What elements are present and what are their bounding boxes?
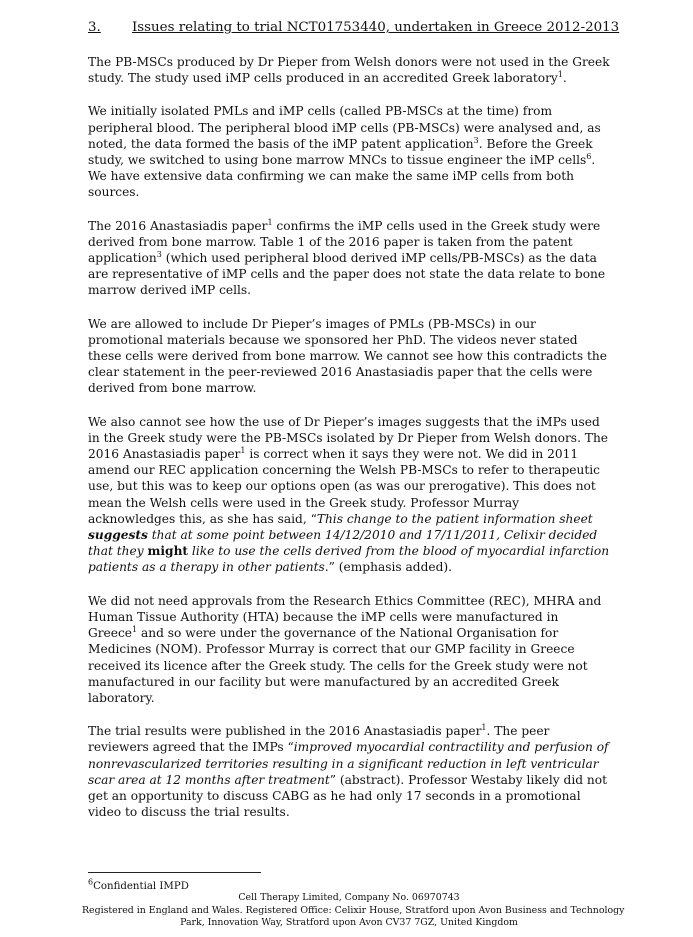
paragraph-text: The trial results were published in the 2016 Anastasiadis paper [88, 724, 482, 739]
section-number: 3. [88, 20, 101, 35]
paragraph-text: ” (emphasis added). [328, 560, 453, 575]
paragraph [88, 54, 610, 86]
paragraph-text: The PB-MSCs produced by Dr Pieper from Welsh donors were not used in the Greek study. The study used iMP cells produced in an accredited Greek laboratory [88, 55, 610, 86]
section-heading [88, 19, 620, 36]
paragraph-text: . [562, 71, 567, 86]
footer-address-line: Park, Innovation Way, Stratford upon Avon CV37 7GZ, United Kingdom [180, 917, 518, 929]
paragraph [88, 218, 610, 299]
paragraph-text: We initially isolated PMLs and iMP cells (called PB-MSCs at the time) from peripheral blood. The peripheral blood iMP cells (PB-MSCs) were analysed and, as noted, the data formed the basis of the iMP patent application [88, 104, 601, 151]
citation-marker: 3 [473, 135, 479, 145]
paragraph-text: confirms the iMP cells used in the Greek study were derived from bone marrow. Table 1 of the 2016 paper is taken from the patent application [88, 218, 601, 266]
paragraph-text: We also cannot see how the use of Dr Pieper’s images suggests that the iMPs used in the Greek study were the PB-MSCs isolated by Dr Pieper from Welsh donors. The 2016 Anastasiadis paper [88, 414, 609, 462]
quoted-text: improved myocardial contractility and perfusion of nonrevascularized territories resulting in a significant reduction in left ventricular scar area at 12 months after treatment [88, 740, 609, 787]
paragraph-text: . The peer reviewers agreed that the IMPs “ [88, 724, 550, 755]
citation-marker: 1 [267, 217, 273, 227]
company-footer [82, 892, 625, 930]
paragraph-text: and so were under the governance of the National Organisation for Medicines (NOM). Professor Murray is correct that our GMP facility in Greece received its licence after the Greek study. The cells for the Greek study were not manufactured in our facility but were manufactured by an accredited Greek laboratory. [88, 626, 588, 705]
footnote-text: Confidential IMPD [93, 881, 189, 892]
quoted-text: like to use the cells derived from the blood of myocardial infarction patients as a therapy in other patients. [88, 544, 610, 575]
citation-marker: 6 [586, 151, 592, 161]
citation-marker: 1 [132, 625, 138, 635]
citation-marker: 1 [557, 70, 563, 80]
citation-marker: 1 [481, 723, 487, 733]
paragraph [88, 103, 610, 200]
emphasis-text: suggests [88, 528, 148, 543]
emphasis-text: might [147, 544, 189, 559]
paragraph-text: is correct when it says they were not. We did in 2011 amend our REC application concerning the Welsh PB-MSCs to refer to therapeutic use, but this was to keep our options open (as was our prerogative). This does not mean the Welsh cells were used in the Greek study. Professor Murray acknowledges this, as she has said, “ [88, 447, 600, 526]
paragraph-text: We did not need approvals from the Research Ethics Committee (REC), MHRA and Human Tissue Authority (HTA) because the iMP cells were manufactured in Greece [88, 593, 602, 641]
quoted-text: This change to the patient information sheet [316, 511, 593, 526]
document-body [88, 54, 610, 837]
quoted-text: that at some point between 14/12/2010 and 17/11/2011, Celixir decided that they [88, 528, 598, 559]
footer-registered-line: Registered in England and Wales. Registered Office: Celixir House, Stratford upon Avon Business and Technology [82, 904, 625, 916]
paragraph [88, 593, 610, 706]
paragraph-text: . Before the Greek study, we switched to using bone marrow MNCs to tissue engineer the iMP cells [88, 136, 593, 168]
footer-company-line: Cell Therapy Limited, Company No. 06970743 [238, 892, 460, 903]
paragraph-text: ” (abstract). Professor Westaby likely did not get an opportunity to discuss CABG as he had only 17 seconds in a promotional video to discuss the trial results. [88, 772, 607, 820]
paragraph [88, 723, 610, 820]
paragraph-text: . We have extensive data confirming we can make the same iMP cells from both sources. [88, 153, 596, 200]
paragraph-text: (which used peripheral blood derived iMP cells/PB-MSCs) as the data are representative of iMP cells and the paper does not state the data relate to bone marrow derived iMP cells. [88, 251, 606, 298]
footnote-divider [88, 872, 261, 873]
footnote-marker: 6 [88, 877, 94, 887]
paragraph-text: The 2016 Anastasiadis paper [88, 218, 268, 233]
paragraph [88, 316, 610, 397]
paragraph [88, 414, 610, 576]
citation-marker: 1 [240, 446, 246, 455]
paragraph-text: We are allowed to include Dr Pieper’s images of PMLs (PB-MSCs) in our promotional materials because we sponsored her PhD. The videos never stated these cells were derived from bone marrow. We cannot see how this contradicts the clear statement in the peer-reviewed 2016 Anastasiadis paper that the cells were derived from bone marrow. [88, 316, 607, 396]
section-title: Issues relating to trial NCT01753440, undertaken in Greece 2012-2013 [132, 20, 620, 35]
citation-marker: 3 [156, 249, 162, 259]
